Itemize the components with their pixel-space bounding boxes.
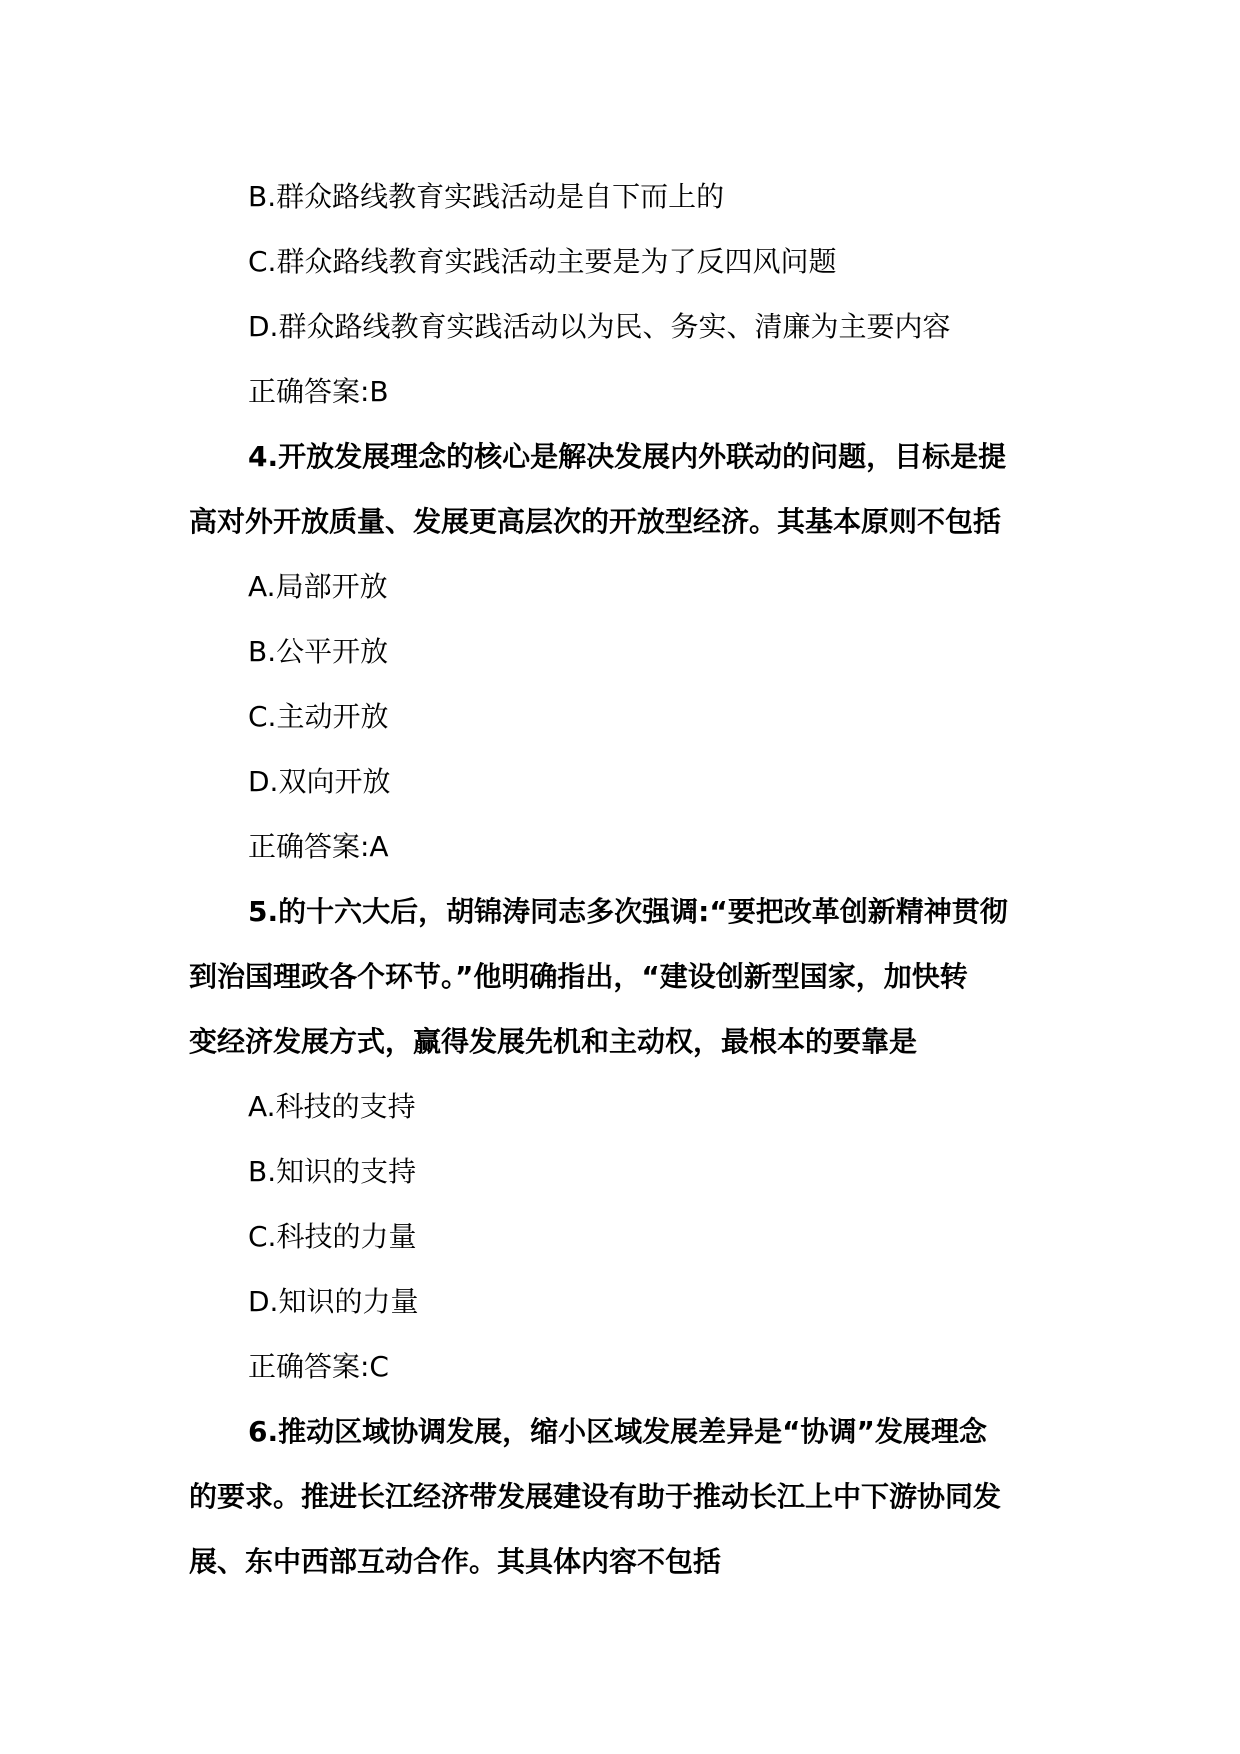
q6-question-line-3: 展、东中西部互动合作。其具体内容不包括: [189, 1545, 722, 1578]
q5-option-a: A.科技的支持: [248, 1090, 416, 1123]
q4-option-c: C.主动开放: [248, 700, 389, 733]
q6-question-line-2: 的要求。推进长江经济带发展建设有助于推动长江上中下游协同发: [189, 1480, 1002, 1513]
q5-option-d: D.知识的力量: [248, 1285, 419, 1318]
q5-option-b: B.知识的支持: [248, 1155, 417, 1188]
q5-question-line-1: 5.的十六大后，胡锦涛同志多次强调:“要把改革创新精神贯彻: [248, 895, 1008, 928]
q4-option-b: B.公平开放: [248, 635, 389, 668]
q3-option-c: C.群众路线教育实践活动主要是为了反四风问题: [248, 245, 837, 278]
q5-question-line-3: 变经济发展方式，赢得发展先机和主动权，最根本的要靠是: [189, 1025, 918, 1058]
q5-option-c: C.科技的力量: [248, 1220, 417, 1253]
q4-option-a: A.局部开放: [248, 570, 388, 603]
q3-option-b: B.群众路线教育实践活动是自下而上的: [248, 180, 725, 213]
q4-question-line-1: 4.开放发展理念的核心是解决发展内外联动的问题，目标是提: [248, 440, 1007, 473]
q4-answer: 正确答案:A: [248, 830, 389, 863]
q5-question-line-2: 到治国理政各个环节。”他明确指出，“建设创新型国家，加快转: [189, 960, 968, 993]
q3-answer: 正确答案:B: [248, 375, 389, 408]
q4-option-d: D.双向开放: [248, 765, 391, 798]
q5-answer: 正确答案:C: [248, 1350, 389, 1383]
q4-question-line-2: 高对外开放质量、发展更高层次的开放型经济。其基本原则不包括: [189, 505, 1002, 538]
q3-option-d: D.群众路线教育实践活动以为民、务实、清廉为主要内容: [248, 310, 951, 343]
q6-question-line-1: 6.推动区域协调发展，缩小区域发展差异是“协调”发展理念: [248, 1415, 987, 1448]
